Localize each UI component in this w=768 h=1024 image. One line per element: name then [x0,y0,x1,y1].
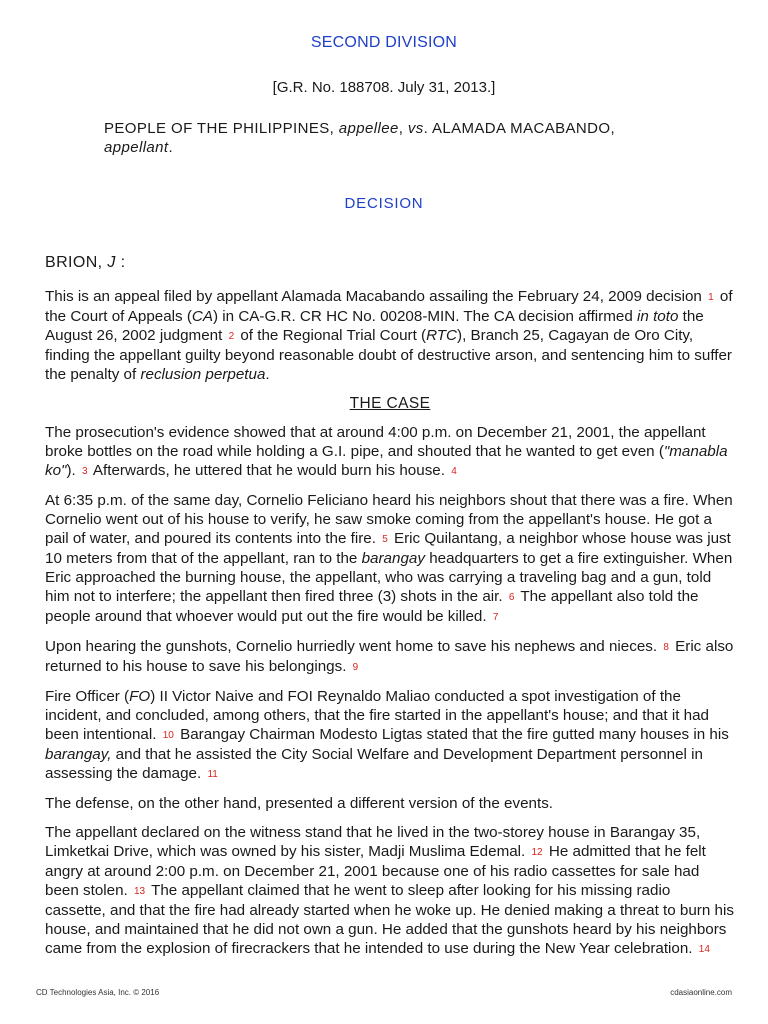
text: The appellant claimed that he went to sleep after looking for his missing radio cassette, and that the fire had already started when he woke up. He denied making a threat to burn his house, and maintained that he did not own a gun. He added that the gunshots heard by his neighbors came from the explosion of firecrackers that he intended to use during the New Year celebration. [45,882,734,957]
footnote-ref-2[interactable]: 2 [228,331,235,342]
text: of the Regional Trial Court ( [240,327,427,344]
text: Eric also returned to his house to save his belongings. [45,638,734,675]
paragraph-7 [45,823,735,959]
footnote-ref-12[interactable]: 12 [531,847,543,858]
text: The appellant also told the people around that whoever would put out the fire would be killed. [45,588,699,625]
paragraph-4 [45,637,735,677]
text: of the Court of Appeals ( [45,288,733,325]
text: At 6:35 p.m. of the same day, Cornelio Feliciano heard his neighbors shout that there was a fire. When Cornelio went out of his house to verify, he saw smoke coming from the appellant's house. He got a pail of water, and poured its contents into the fire. [45,492,733,547]
text: the August 26, 2002 judgment [45,308,704,344]
text: Afterwards, he uttered that he would burn his house. [92,462,445,479]
footnote-ref-13[interactable]: 13 [134,886,146,897]
ponente-designation: J [107,254,116,271]
text: ). [66,462,76,479]
party-role-appellant: appellant [104,139,169,156]
paragraph-5 [45,687,735,784]
decision-body [45,287,735,969]
division-heading: SECOND DIVISION [310,34,458,51]
party-people: PEOPLE OF THE PHILIPPINES [104,120,330,137]
text: He admitted that he felt angry at around 2:00 p.m. on December 21, 2001 because one of his radio cassettes for sale had been stolen. [45,843,706,899]
text: headquarters to get a fire extinguisher. When Eric approached the burning house, the appellant, who was carrying a traveling bag and a gun, told him not to interfere; the appellant then fired three (3) shots in the air. [45,550,733,605]
footnote-ref-8[interactable]: 8 [663,642,669,653]
abbr-rtc: RTC [426,327,458,344]
text: Barangay Chairman Modesto Ligtas stated that the fire gutted many houses in his [180,726,729,743]
section-heading-the-case: THE CASE [349,395,431,412]
text: ) II Victor Naive and FOI Reynaldo Maliao conducted a spot investigation of the incident, and concluded, among others, that the fire started in the appellant's house; and that it had been intentional. [45,688,710,743]
term-barangay: barangay [361,550,425,567]
footnote-ref-14[interactable]: 14 [698,944,710,955]
paragraph-6 [45,794,735,813]
party-accused: ALAMADA MACABANDO [431,120,611,137]
footnote-ref-3[interactable]: 3 [81,466,88,477]
case-number: [G.R. No. 188708. July 31, 2013.] [272,79,496,96]
footnote-ref-9[interactable]: 9 [352,662,359,673]
text: ), Branch 25, Cagayan de Oro City, finding the appellant guilty beyond reasonable doubt of destructive arson, and sentencing him to suffer the penalty of [45,327,732,383]
decision-title: DECISION [344,195,424,212]
footer-copyright: CD Technologies Asia, Inc. © 2016 [36,988,160,997]
ponente-name: BRION, [45,254,103,271]
footnote-ref-1[interactable]: 1 [708,292,714,303]
latin-in-toto: in toto [637,308,679,325]
text: . [265,366,270,383]
versus: vs [407,120,424,137]
text: The prosecution's evidence showed that at around 4:00 p.m. on December 21, 2001, the appellant broke bottles on the road while holding a G.I. pipe, and shouted that he wanted to get even ( [45,424,706,460]
ponente: BRION, J : [45,254,126,271]
paragraph-1 [45,287,735,384]
footnote-ref-5[interactable]: 5 [382,534,388,545]
footnote-ref-7[interactable]: 7 [492,612,499,623]
footnote-ref-6[interactable]: 6 [508,592,515,603]
text: Fire Officer ( [45,688,130,705]
footnote-ref-4[interactable]: 4 [451,466,457,477]
paragraph-3 [45,491,735,627]
paragraph-2 [45,423,735,481]
text: and that he assisted the City Social Welfare and Development Department personnel in assessing the damage. [45,746,703,782]
text: ) in CA-G.R. CR HC No. 00208-MIN. The CA decision affirmed [213,308,633,325]
term-barangay: barangay, [45,746,112,763]
abbr-ca: CA [191,308,214,325]
text: The appellant declared on the witness stand that he lived in the two-storey house in Barangay 35, Limketkai Drive, which was owned by his sister, Madji Muslima Edemal. [45,824,701,860]
footer-site: cdasiaonline.com [670,988,732,997]
text: The defense, on the other hand, presented a different version of the events. [45,795,554,812]
penalty-term: reclusion perpetua [140,366,266,383]
footnote-ref-10[interactable]: 10 [162,730,174,741]
text: Eric Quilantang, a neighbor whose house was just 10 meters from that of the appellant, ran to the [45,530,731,567]
party-role-appellee: appellee [338,120,399,137]
abbr-fo: FO [129,688,151,705]
footnote-ref-11[interactable]: 11 [207,769,218,780]
text: Upon hearing the gunshots, Cornelio hurriedly went home to save his nephews and nieces. [45,638,658,655]
case-parties: PEOPLE OF THE PHILIPPINES, appellee, vs. ALAMADA MACABANDO, appellant. [104,120,616,156]
text: This is an appeal filed by appellant Alamada Macabando assailing the February 24, 2009 decision [45,288,702,305]
quoted-phrase: "manabla ko" [45,443,728,479]
